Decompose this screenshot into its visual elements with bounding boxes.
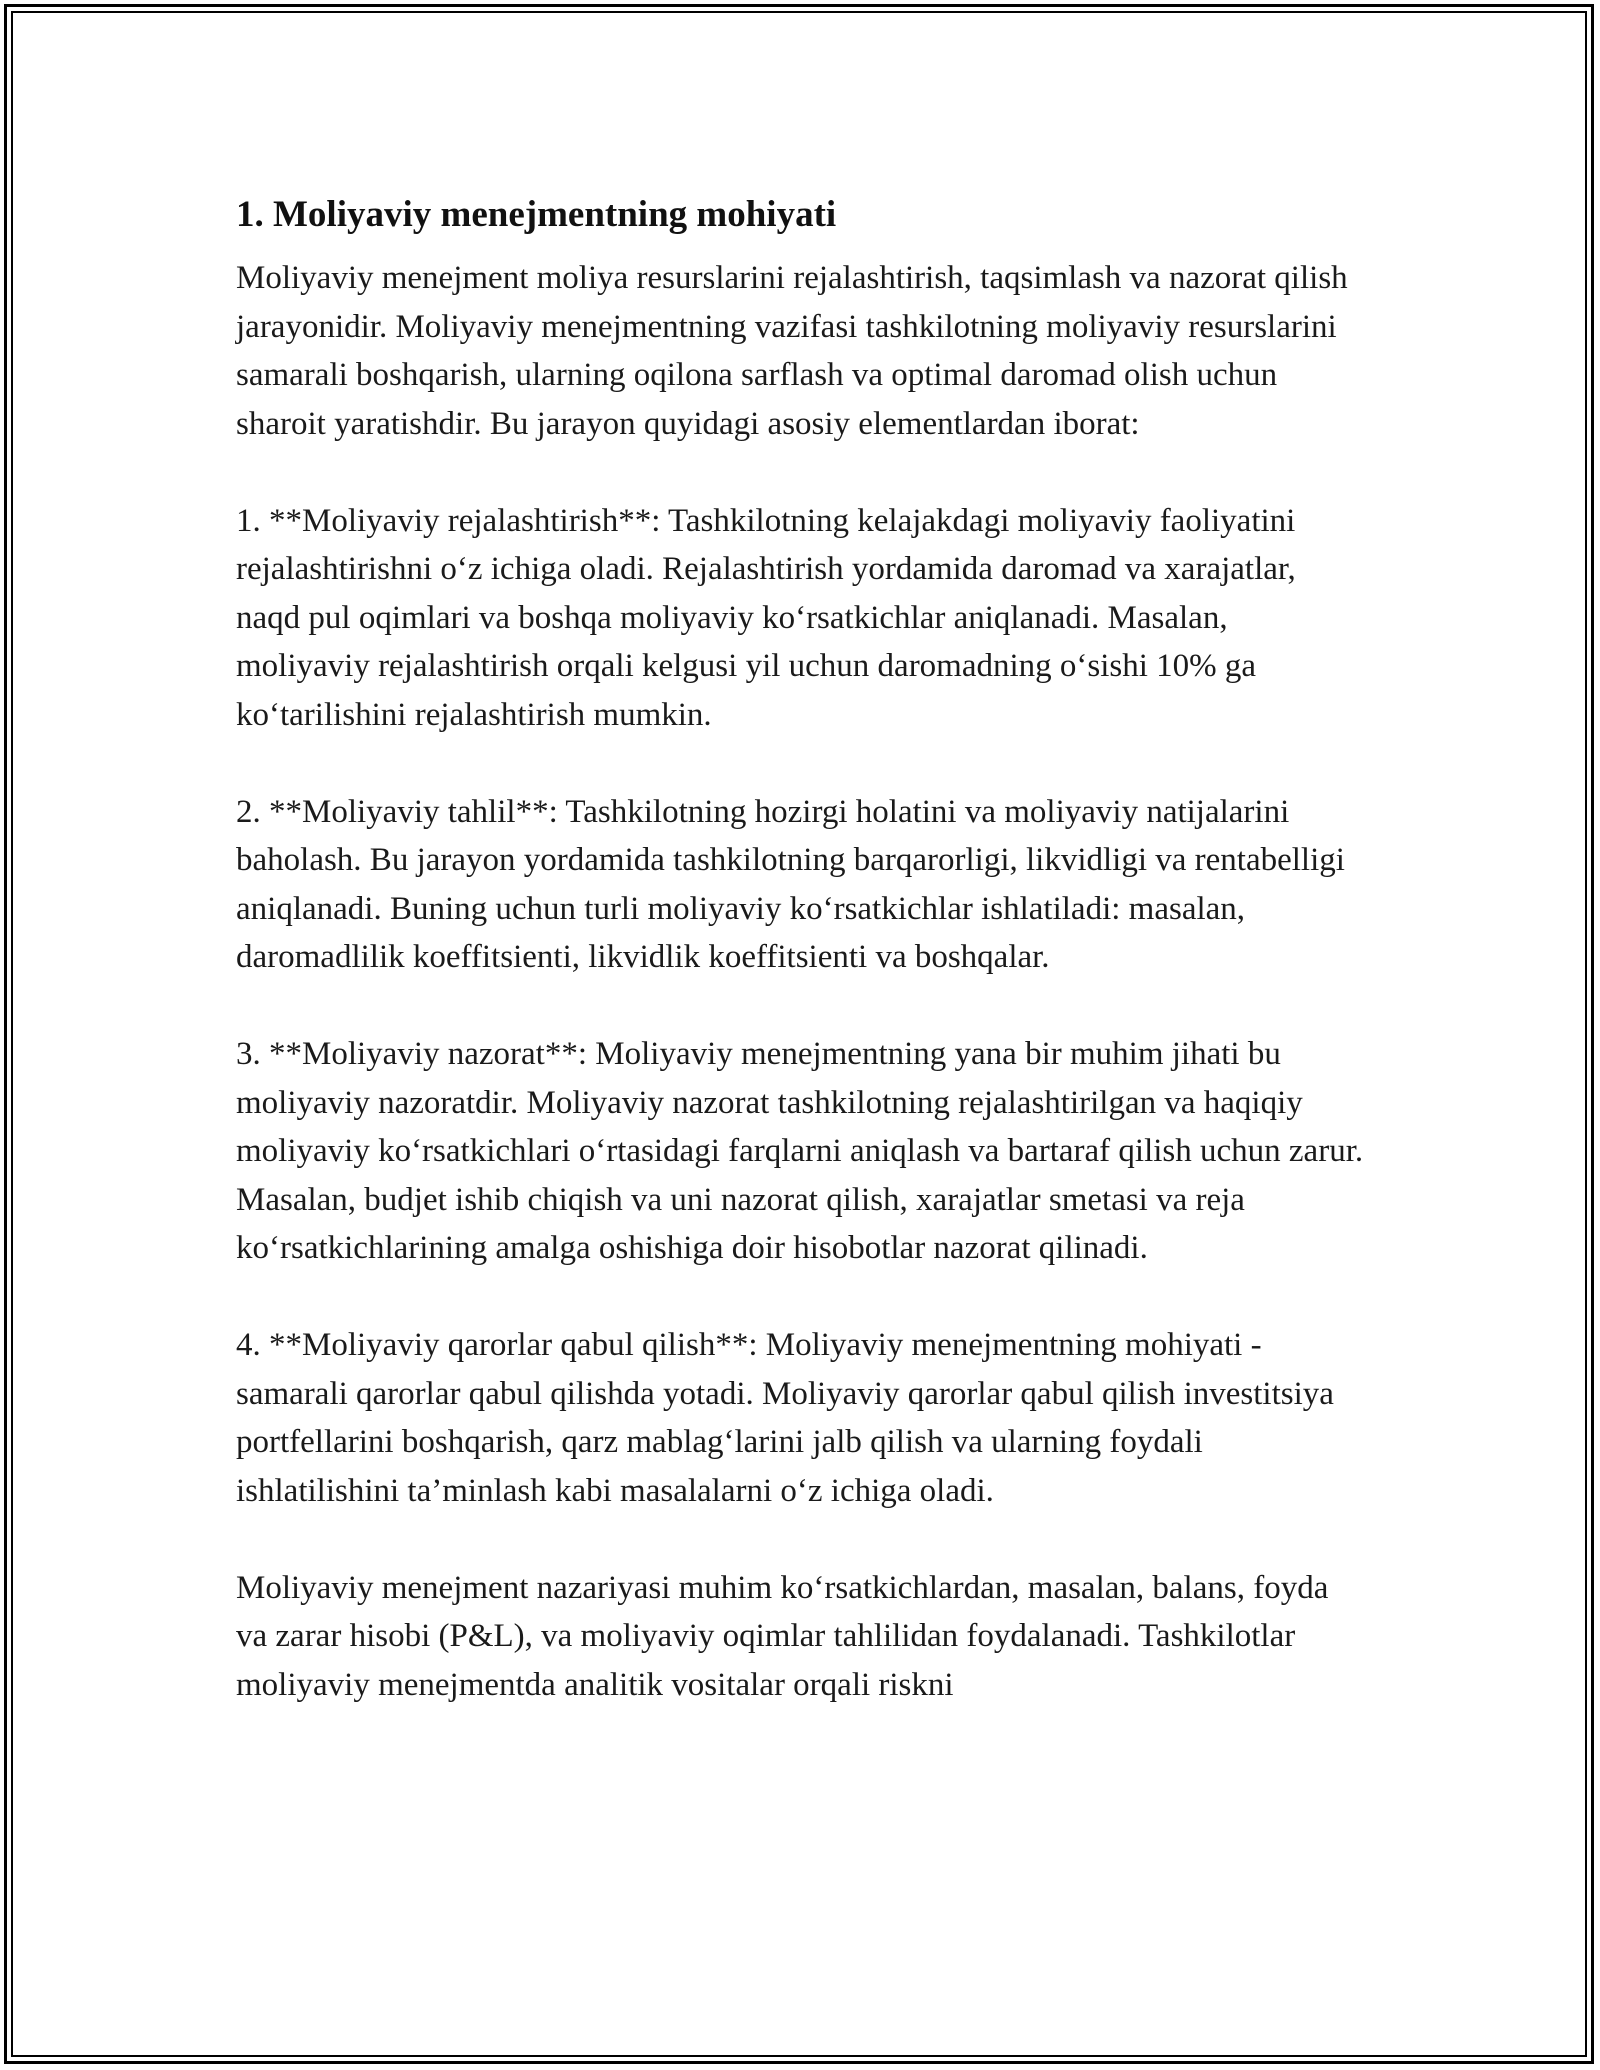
list-item-control: 3. **Moliyaviy nazorat**: Moliyaviy menejmentning yana bir muhim jihati bu moliyaviy nazoratdir. Moliyaviy nazorat tashkilotning rejalashtirilgan va haqiqiy moliyaviy ko‘rsatkichlari o‘rtasidagi farqlarni aniqlash va bartaraf qilish uchun zarur. Masalan, budjet ishib chiqish va uni nazorat qilish, xarajatlar smetasi va reja ko‘rsatkichlarining amalga oshishiga doir hisobotlar nazorat qilinadi. — [236, 1036, 1364, 1266]
list-item-analysis: 2. **Moliyaviy tahlil**: Tashkilotning hozirgi holatini va moliyaviy natijalarini baholash. Bu jarayon yordamida tashkilotning barqarorligi, likvidligi va rentabelligi aniqlanadi. Buning uchun turli moliyaviy ko‘rsatkichlar ishlatiladi: masalan, daromadlilik koeffitsienti, likvidlik koeffitsienti va boshqalar. — [236, 793, 1345, 975]
list-item-decisions: 4. **Moliyaviy qarorlar qabul qilish**: Moliyaviy menejmentning mohiyati - samarali qarorlar qabul qilishda yotadi. Moliyaviy qarorlar qabul qilish investitsiya portfellarini boshqarish, qarz mablag‘larini jalb qilish va ularning foydali ishlatilishini ta’minlash kabi masalalarni o‘z ichiga oladi. — [236, 1327, 1334, 1509]
intro-paragraph: Moliyaviy menejment moliya resurslarini rejalashtirish, taqsimlash va nazorat qilish jarayonidir. Moliyaviy menejmentning vazifasi tashkilotning moliyaviy resurslarini samarali boshqarish, ularning oqilona sarflash va optimal daromad olish uchun sharoit yaratishdir. Bu jarayon quyidagi asosiy elementlardan iborat: — [236, 260, 1348, 442]
document-body — [236, 186, 1366, 1709]
section-heading: 1. Moliyaviy menejmentning mohiyati — [236, 194, 837, 235]
list-item-planning: 1. **Moliyaviy rejalashtirish**: Tashkilotning kelajakdagi moliyaviy faoliyatini rejalashtirishni o‘z ichiga oladi. Rejalashtirish yordamida daromad va xarajatlar, naqd pul oqimlari va boshqa moliyaviy ko‘rsatkichlar aniqlanadi. Masalan, moliyaviy rejalashtirish orqali kelgusi yil uchun daromadning o‘sishi 10% ga ko‘tarilishini rejalashtirish mumkin. — [236, 502, 1296, 733]
closing-paragraph: Moliyaviy menejment nazariyasi muhim ko‘rsatkichlardan, masalan, balans, foyda va zarar hisobi (P&L), va moliyaviy oqimlar tahlilidan foydalanadi. Tashkilotlar moliyaviy menejmentda analitik vositalar orqali riskni — [236, 1569, 1329, 1703]
